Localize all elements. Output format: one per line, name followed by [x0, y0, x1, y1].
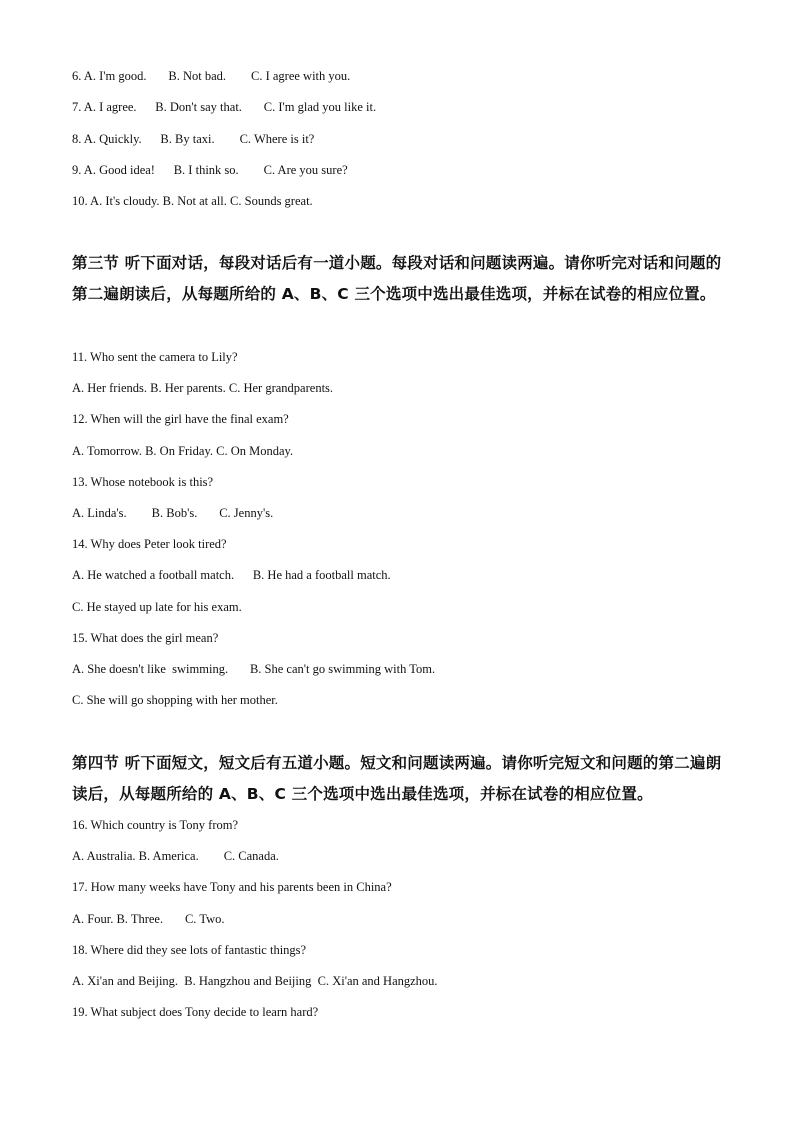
question-18-stem: 18. Where did they see lots of fantastic things?: [72, 943, 307, 957]
question-8-options: 8. A. Quickly. B. By taxi. C. Where is it?: [72, 132, 315, 146]
question-15-stem: 15. What does the girl mean?: [72, 631, 219, 645]
question-17-stem: 17. How many weeks have Tony and his parents been in China?: [72, 880, 392, 894]
question-15-option-c: C. She will go shopping with her mother.: [72, 693, 278, 707]
question-18-options: A. Xi'an and Beijing. B. Hangzhou and Beijing C. Xi'an and Hangzhou.: [72, 974, 438, 988]
question-7-options: 7. A. I agree. B. Don't say that. C. I'm glad you like it.: [72, 100, 377, 114]
question-16-stem: 16. Which country is Tony from?: [72, 818, 238, 832]
question-12-stem: 12. When will the girl have the final exam?: [72, 412, 289, 426]
question-14-option-c: C. He stayed up late for his exam.: [72, 600, 242, 614]
section-3-heading: 第三节 听下面对话，每段对话后有一道小题。每段对话和问题读两遍。请你听完对话和问题的第二遍朗读后，从每题所给的 A、B、C 三个选项中选出最佳选项，并标在试卷的相应位置。: [72, 254, 722, 303]
question-15-options-ab: A. She doesn't like swimming. B. She can't go swimming with Tom.: [72, 662, 436, 676]
question-17-options: A. Four. B. Three. C. Two.: [72, 912, 225, 926]
question-11-stem: 11. Who sent the camera to Lily?: [72, 350, 238, 364]
question-13-options: A. Linda's. B. Bob's. C. Jenny's.: [72, 506, 274, 520]
question-11-options: A. Her friends. B. Her parents. C. Her grandparents.: [72, 381, 334, 395]
question-13-stem: 13. Whose notebook is this?: [72, 475, 214, 489]
question-14-stem: 14. Why does Peter look tired?: [72, 537, 227, 551]
question-9-options: 9. A. Good idea! B. I think so. C. Are you sure?: [72, 163, 348, 177]
question-12-options: A. Tomorrow. B. On Friday. C. On Monday.: [72, 444, 294, 458]
question-10-options: 10. A. It's cloudy. B. Not at all. C. Sounds great.: [72, 194, 313, 208]
question-16-options: A. Australia. B. America. C. Canada.: [72, 849, 279, 863]
question-14-options-ab: A. He watched a football match. B. He had a football match.: [72, 568, 391, 582]
question-6-options: 6. A. I'm good. B. Not bad. C. I agree with you.: [72, 69, 351, 83]
section-4-heading: 第四节 听下面短文，短文后有五道小题。短文和问题读两遍。请你听完短文和问题的第二遍朗读后，从每题所给的 A、B、C 三个选项中选出最佳选项，并标在试卷的相应位置。: [72, 754, 722, 803]
question-19-stem: 19. What subject does Tony decide to learn hard?: [72, 1005, 319, 1019]
